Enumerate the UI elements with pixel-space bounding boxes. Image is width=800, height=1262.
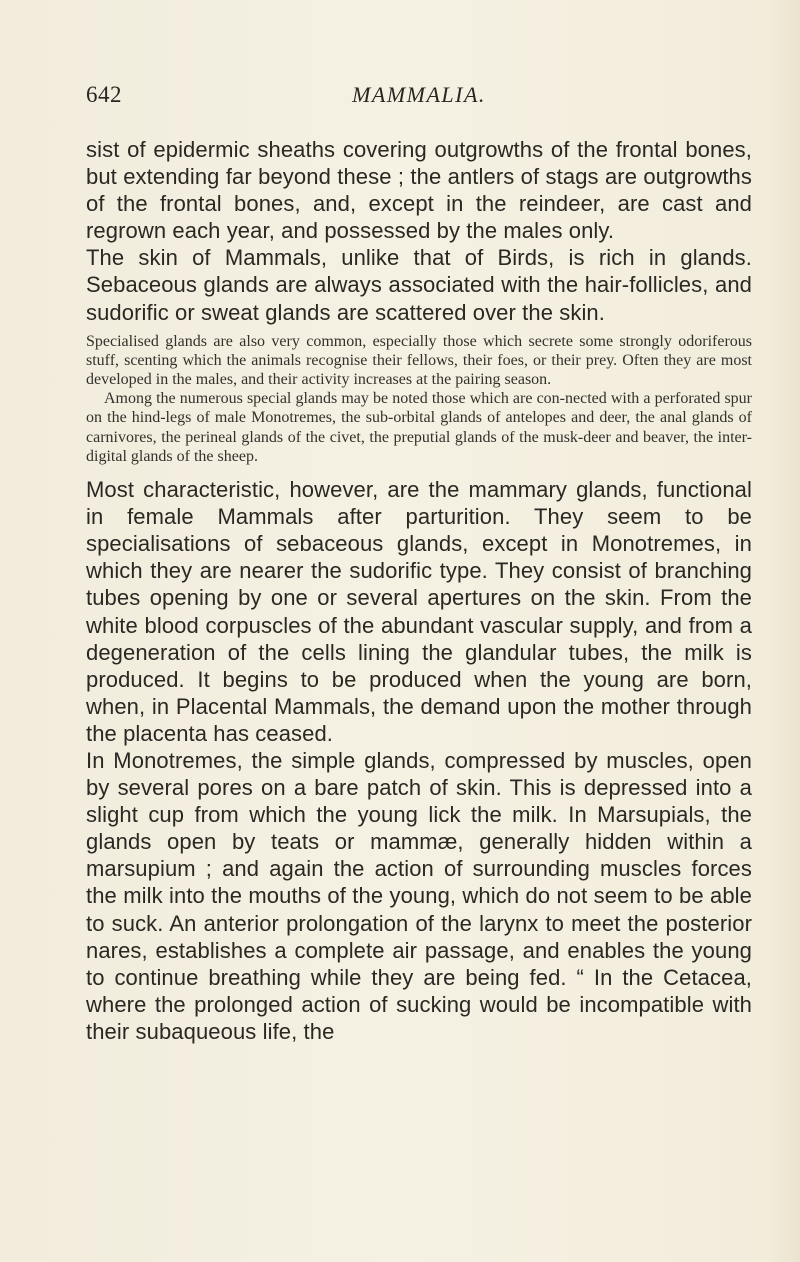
page-number: 642	[86, 82, 122, 107]
paragraph-special-glands-list: Among the numerous special glands may be noted those which are con-nected with a perforated spur on the hind-legs of male Monotremes, the sub-orbital glands of antelopes and deer, the anal glands of carnivores, the perineal glands of the civet, the preputial glands of the musk-deer and beaver, the inter-digital glands of the sheep.	[86, 390, 752, 465]
paragraph-antlers: sist of epidermic sheaths covering outgrowths of the frontal bones, but extending far beyond these ; the antlers of stags are outgrowths of the frontal bones, and, except in the reindeer, are cast and regrown each year, and possessed by the males only.	[86, 137, 752, 244]
paragraph-monotremes-marsupials: In Monotremes, the simple glands, compressed by muscles, open by several pores on a bare patch of skin. This is depressed into a slight cup from which the young lick the milk. In Marsupials, the glands open by teats or mammæ, generally hidden within a marsupium ; and again the action of surrounding muscles forces the milk into the mouths of the young, which do not seem to be able to suck. An anterior prolongation of the larynx to meet the posterior nares, establishes a complete air passage, and enables the young to continue breathing while they are being fed. “ In the Cetacea, where the prolonged action of sucking would be incompatible with their subaqueous life, the	[86, 748, 752, 1044]
page-header	[86, 82, 752, 112]
paragraph-mammary-glands: Most characteristic, however, are the mammary glands, functional in female Mammals after parturition. They seem to be specialisations of sebaceous glands, except in Monotremes, in which they are nearer the sudorific type. They consist of branching tubes opening by one or several apertures on the skin. From the white blood corpuscles of the abundant vascular supply, and from a degeneration of the cells lining the glandular tubes, the milk is produced. It begins to be produced when the young are born, when, in Placental Mammals, the demand upon the mother through the placenta has ceased.	[86, 477, 752, 746]
paragraph-skin-glands: The skin of Mammals, unlike that of Birds, is rich in glands. Sebaceous glands are always associated with the hair-follicles, and sudorific or sweat glands are scattered over the skin.	[86, 245, 752, 325]
running-title: MAMMALIA.	[352, 82, 486, 107]
paragraph-specialised-glands: Specialised glands are also very common, especially those which secrete some strongly odoriferous stuff, scenting which the animals recognise their fellows, their foes, or their prey. Often they are most developed in the males, and their activity increases at the pairing season.	[86, 332, 752, 389]
page-body	[86, 136, 752, 1045]
